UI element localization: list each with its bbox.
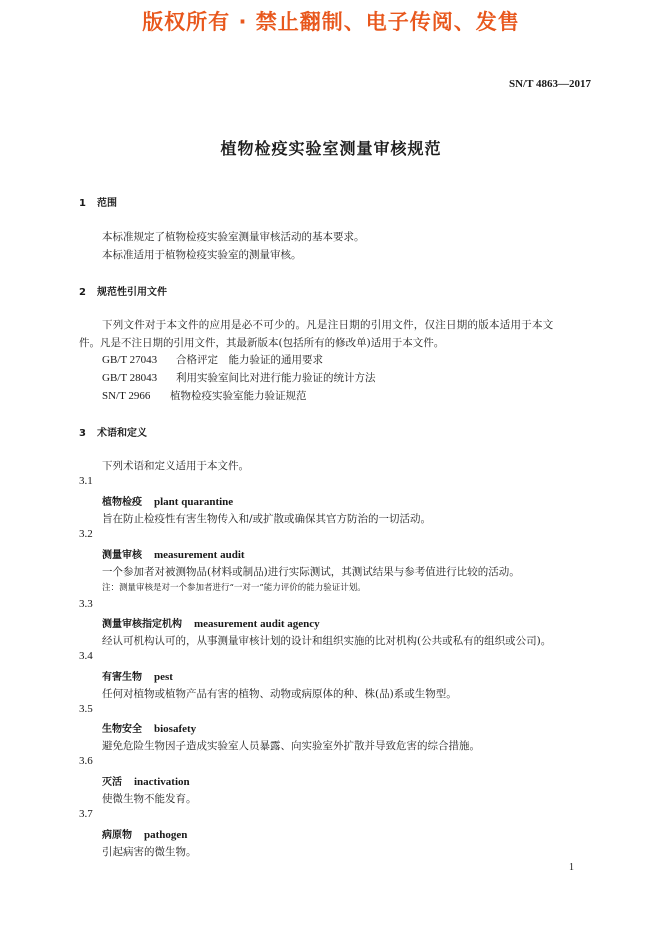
- normative-reference: [102, 370, 376, 385]
- term-clause-number: 3.2: [79, 528, 93, 540]
- reference-title: 利用实验室间比对进行能力验证的统计方法: [176, 372, 376, 384]
- normative-reference: [102, 388, 307, 403]
- term-en: plant quarantine: [154, 496, 234, 508]
- section-number: 2: [79, 287, 86, 298]
- term-zh: 病原物: [102, 830, 132, 841]
- section-1-paragraph: 本标准适用于植物检疫实验室的测量审核。: [102, 249, 302, 261]
- normative-reference: [102, 352, 323, 367]
- term-definition: 一个参加者对被测物品(材料或制品)进行实际测试，其测试结果与参考值进行比较的活动。: [102, 566, 520, 578]
- section-number: 3: [79, 428, 86, 439]
- copyright-watermark: 版权所有 · 禁止翻制、电子传阅、发售: [142, 10, 520, 34]
- term-clause-number: 3.7: [79, 808, 93, 820]
- term-en: inactivation: [134, 776, 190, 788]
- term-clause-number: 3.4: [79, 650, 93, 662]
- term-entry: [102, 826, 187, 841]
- reference-code: GB/T 27043: [102, 354, 158, 366]
- term-entry: [102, 668, 173, 683]
- standard-number: SN/T 4863—2017: [508, 78, 591, 90]
- term-entry: [102, 773, 190, 788]
- term-zh: 灭活: [102, 777, 122, 788]
- section-3-intro: 下列术语和定义适用于本文件。: [102, 460, 249, 472]
- term-clause-number: 3.5: [79, 703, 93, 715]
- term-definition: 任何对植物或植物产品有害的植物、动物或病原体的种、株(品)系或生物型。: [102, 688, 457, 700]
- term-clause-number: 3.1: [79, 475, 93, 487]
- section-title: 术语和定义: [97, 428, 147, 439]
- term-definition: 使微生物不能发育。: [102, 793, 197, 805]
- section-2-paragraph-line: 下列文件对于本文件的应用是必不可少的。凡是注日期的引用文件，仅注日期的版本适用于本文: [102, 319, 554, 331]
- term-clause-number: 3.6: [79, 755, 93, 767]
- term-en: pathogen: [144, 829, 188, 841]
- term-en: measurement audit agency: [194, 618, 320, 630]
- section-2-paragraph-line: 件。凡是不注日期的引用文件，其最新版本(包括所有的修改单)适用于本文件。: [79, 337, 445, 349]
- section-3-heading: [79, 424, 147, 439]
- term-definition: 引起病害的微生物。: [102, 846, 197, 858]
- term-zh: 测量审核指定机构: [102, 619, 182, 630]
- term-clause-number: 3.3: [79, 598, 93, 610]
- section-1-heading: [79, 194, 117, 209]
- section-title: 规范性引用文件: [97, 287, 167, 298]
- section-number: 1: [79, 198, 86, 209]
- term-entry: [102, 546, 245, 561]
- term-definition: 避免危险生物因子造成实验室人员暴露、向实验室外扩散并导致危害的综合措施。: [102, 740, 480, 752]
- term-note: 注：测量审核是对一个参加者进行“一对一”能力评价的能力验证计划。: [102, 583, 366, 593]
- section-2-heading: [79, 283, 167, 298]
- reference-title: 合格评定 能力验证的通用要求: [176, 354, 323, 366]
- term-zh: 有害生物: [102, 672, 142, 683]
- reference-title: 植物检疫实验室能力验证规范: [170, 390, 307, 402]
- term-entry: [102, 493, 233, 508]
- term-zh: 植物检疫: [102, 497, 142, 508]
- term-definition: 旨在防止检疫性有害生物传入和/或扩散或确保其官方防治的一切活动。: [102, 513, 432, 525]
- section-title: 范围: [97, 198, 117, 209]
- term-en: measurement audit: [154, 549, 245, 561]
- reference-code: SN/T 2966: [102, 390, 151, 402]
- term-zh: 测量审核: [102, 550, 142, 561]
- document-title: 植物检疫实验室测量审核规范: [220, 139, 442, 158]
- term-definition: 经认可机构认可的，从事测量审核计划的设计和组织实施的比对机构(公共或私有的组织或公司)。: [102, 635, 552, 647]
- term-en: pest: [154, 671, 173, 683]
- section-1-paragraph: 本标准规定了植物检疫实验室测量审核活动的基本要求。: [102, 231, 365, 243]
- term-en: biosafety: [154, 723, 197, 735]
- page-number: 1: [569, 862, 574, 873]
- term-zh: 生物安全: [102, 724, 142, 735]
- term-entry: [102, 720, 196, 735]
- term-entry: [102, 615, 320, 630]
- reference-code: GB/T 28043: [102, 372, 158, 384]
